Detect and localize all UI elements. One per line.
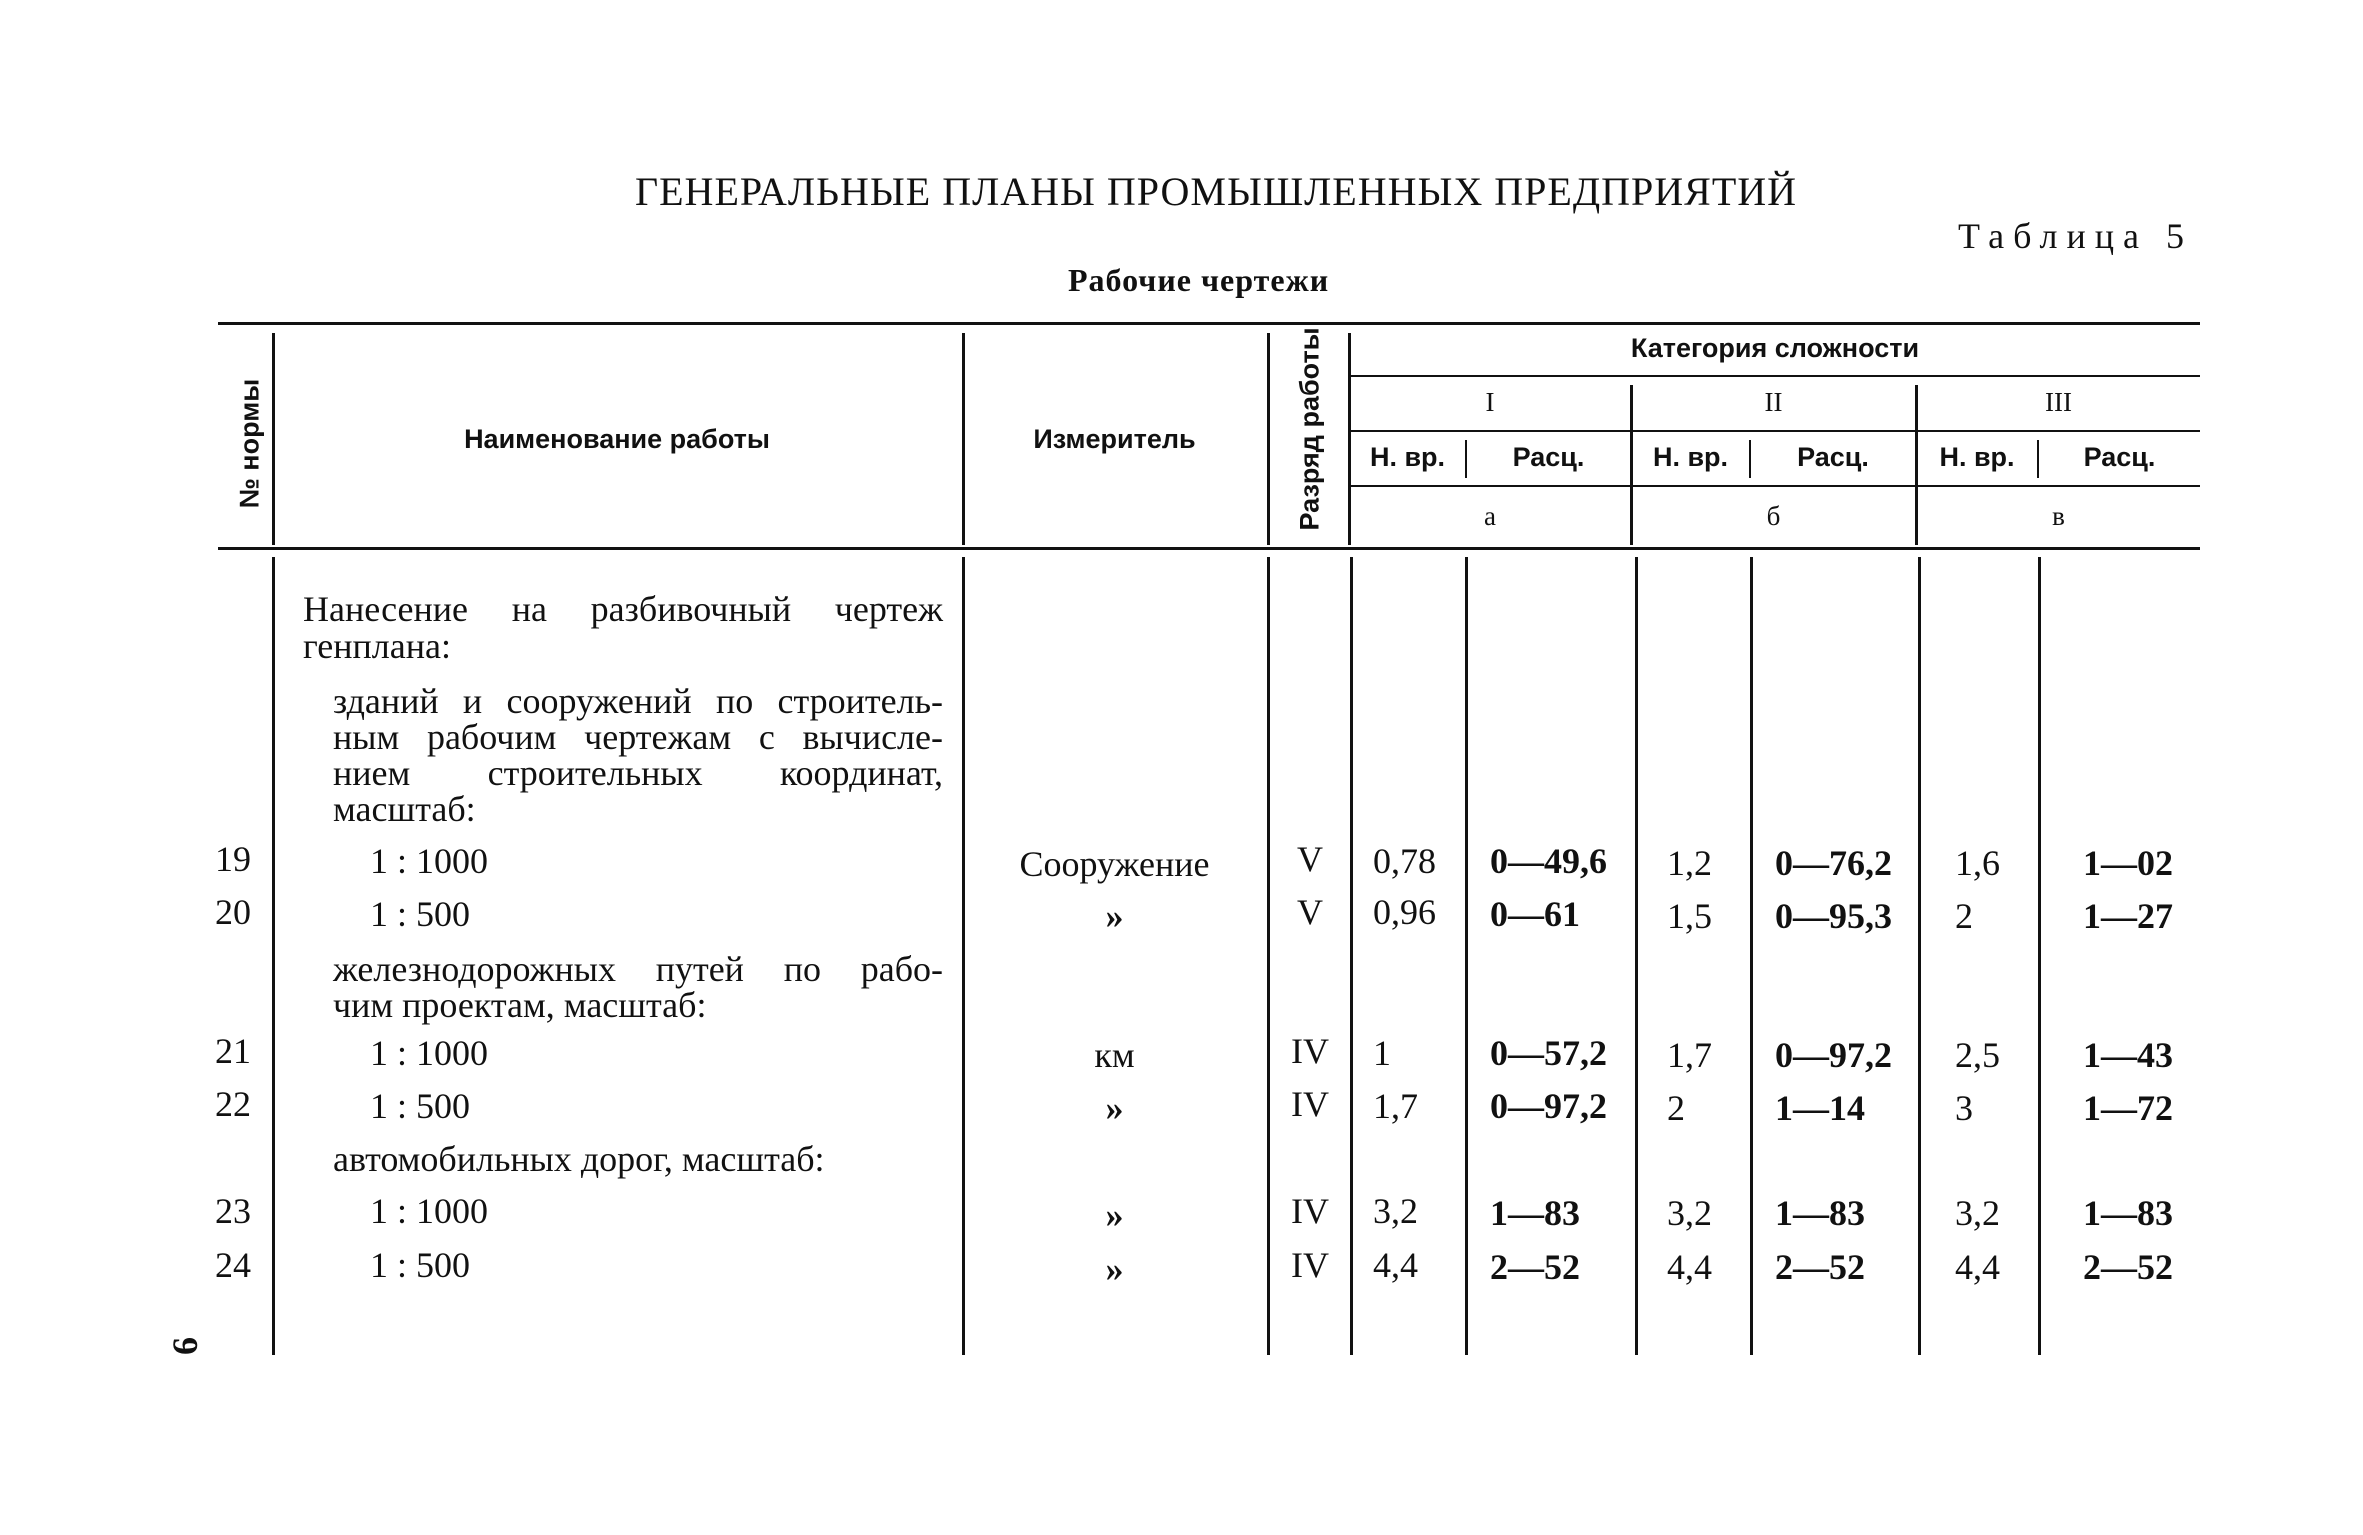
row-21-no: 21 — [215, 1031, 251, 1071]
col-category-3: III — [2045, 387, 2072, 417]
header-divider — [1267, 333, 1270, 545]
row-22-rate-1: 0—97,2 — [1490, 1086, 1607, 1126]
row-20-time-1: 0,96 — [1373, 892, 1436, 932]
group-railways-line2: чим проектам, масштаб: — [333, 985, 707, 1025]
subheader-rule — [1350, 485, 2200, 487]
row-20-rate-2: 0—95,3 — [1775, 896, 1892, 936]
row-20-no: 20 — [215, 892, 251, 932]
category-rule — [1350, 430, 2200, 432]
row-24-scale: 1 : 500 — [370, 1245, 471, 1285]
row-20-grade: V — [1297, 892, 1323, 932]
row-21-time-2: 1,7 — [1667, 1035, 1712, 1075]
col-time-1: Н. вр. — [1369, 442, 1446, 472]
row-21-grade: IV — [1291, 1031, 1329, 1071]
col-work-name: Наименование работы — [464, 424, 770, 454]
group-buildings-line4: масштаб: — [333, 789, 476, 829]
row-22-rate-2: 1—14 — [1775, 1088, 1865, 1128]
row-22-scale: 1 : 500 — [370, 1086, 471, 1126]
row-22-rate-3: 1—72 — [2083, 1088, 2173, 1128]
row-20-scale: 1 : 500 — [370, 894, 471, 934]
row-22-time-2: 2 — [1667, 1088, 1685, 1128]
body-divider — [1918, 557, 1921, 1355]
row-22-time-1: 1,7 — [1373, 1086, 1418, 1126]
col-rate-3: Расц. — [2083, 442, 2156, 472]
row-20-time-2: 1,5 — [1667, 896, 1712, 936]
group-buildings-line3: нием строительных координат, — [333, 753, 943, 793]
body-divider — [2038, 557, 2041, 1355]
row-23-grade: IV — [1291, 1191, 1329, 1231]
header-bottom-rule — [218, 547, 2200, 550]
col-time-3: Н. вр. — [1939, 442, 2015, 472]
complexity-rule — [1350, 375, 2200, 377]
row-23-time-1: 3,2 — [1373, 1191, 1418, 1231]
row-24-rate-2: 2—52 — [1775, 1247, 1865, 1287]
col-grade: Разряд работы — [1294, 327, 1325, 531]
body-divider — [272, 557, 275, 1355]
row-23-time-3: 3,2 — [1955, 1193, 2000, 1233]
row-23-no: 23 — [215, 1191, 251, 1231]
row-24-rate-1: 2—52 — [1490, 1247, 1580, 1287]
col-unit: Измеритель — [1033, 424, 1196, 454]
page-number: 6 — [165, 1337, 205, 1355]
row-19-unit: Сооружение — [1019, 844, 1210, 884]
row-24-grade: IV — [1291, 1245, 1329, 1285]
col-sub-a: а — [1484, 501, 1496, 531]
body-divider — [1750, 557, 1753, 1355]
row-19-rate-1: 0—49,6 — [1490, 841, 1607, 881]
row-19-grade: V — [1297, 839, 1323, 879]
body-divider — [1635, 557, 1638, 1355]
row-22-unit: » — [1105, 1088, 1124, 1128]
row-23-rate-3: 1—83 — [2083, 1193, 2173, 1233]
row-24-unit: » — [1105, 1249, 1124, 1289]
group-intro-line2: генплана: — [303, 626, 451, 666]
group-buildings-line2: ным рабочим чертежам с вычисле- — [333, 717, 943, 757]
row-21-rate-3: 1—43 — [2083, 1035, 2173, 1075]
row-19-time-1: 0,78 — [1373, 841, 1436, 881]
row-24-time-3: 4,4 — [1955, 1247, 2000, 1287]
col-sub-v: в — [2052, 501, 2065, 531]
row-20-rate-3: 1—27 — [2083, 896, 2173, 936]
row-22-no: 22 — [215, 1084, 251, 1124]
row-23-rate-2: 1—83 — [1775, 1193, 1865, 1233]
row-22-grade: IV — [1291, 1084, 1329, 1124]
group-roads-line1: автомобильных дорог, масштаб: — [333, 1139, 825, 1179]
group-railways-line1: железнодорожных путей по рабо- — [333, 949, 943, 989]
row-23-scale: 1 : 1000 — [370, 1191, 489, 1231]
col-category-2: II — [1764, 387, 1783, 417]
row-19-scale: 1 : 1000 — [370, 841, 489, 881]
col-category-1: I — [1485, 387, 1495, 417]
row-19-time-2: 1,2 — [1667, 843, 1712, 883]
row-22-time-3: 3 — [1955, 1088, 1973, 1128]
row-24-time-2: 4,4 — [1667, 1247, 1712, 1287]
row-21-unit: км — [1094, 1035, 1135, 1075]
row-23-unit: » — [1105, 1195, 1124, 1235]
col-rate-1: Расц. — [1512, 442, 1585, 472]
row-21-rate-1: 0—57,2 — [1490, 1033, 1607, 1073]
col-norm-no: № нормы — [234, 378, 265, 509]
row-19-time-3: 1,6 — [1955, 843, 2000, 883]
row-24-no: 24 — [215, 1245, 251, 1285]
row-23-time-2: 3,2 — [1667, 1193, 1712, 1233]
page-title: ГЕНЕРАЛЬНЫЕ ПЛАНЫ ПРОМЫШЛЕННЫХ ПРЕДПРИЯТИЙ — [635, 169, 1798, 214]
group-buildings-line1: зданий и сооружений по строитель- — [333, 681, 943, 721]
row-19-rate-2: 0—76,2 — [1775, 843, 1892, 883]
table-subtitle: Рабочие чертежи — [1068, 262, 1330, 298]
row-24-time-1: 4,4 — [1373, 1245, 1418, 1285]
row-20-rate-1: 0—61 — [1490, 894, 1580, 934]
col-time-2: Н. вр. — [1652, 442, 1729, 472]
row-21-time-3: 2,5 — [1955, 1035, 2000, 1075]
col-sub-b: б — [1766, 501, 1781, 531]
group-intro-line1: Нанесение на разбивочный чертеж — [303, 589, 943, 629]
col-rate-2: Расц. — [1797, 442, 1869, 472]
row-21-time-1: 1 — [1373, 1033, 1391, 1073]
row-20-time-3: 2 — [1955, 896, 1973, 936]
table-number: Таблица 5 — [1958, 216, 2193, 256]
row-19-rate-3: 1—02 — [2083, 843, 2173, 883]
row-19-no: 19 — [215, 839, 251, 879]
row-20-unit: » — [1105, 896, 1124, 936]
body-divider — [1267, 557, 1270, 1355]
row-24-rate-3: 2—52 — [2083, 1247, 2173, 1287]
body-divider — [1350, 557, 1353, 1355]
body-divider — [1465, 557, 1468, 1355]
row-21-scale: 1 : 1000 — [370, 1033, 489, 1073]
table-top-rule — [218, 322, 2200, 325]
col-complexity: Категория сложности — [1630, 333, 1920, 363]
row-21-rate-2: 0—97,2 — [1775, 1035, 1892, 1075]
row-23-rate-1: 1—83 — [1490, 1193, 1580, 1233]
